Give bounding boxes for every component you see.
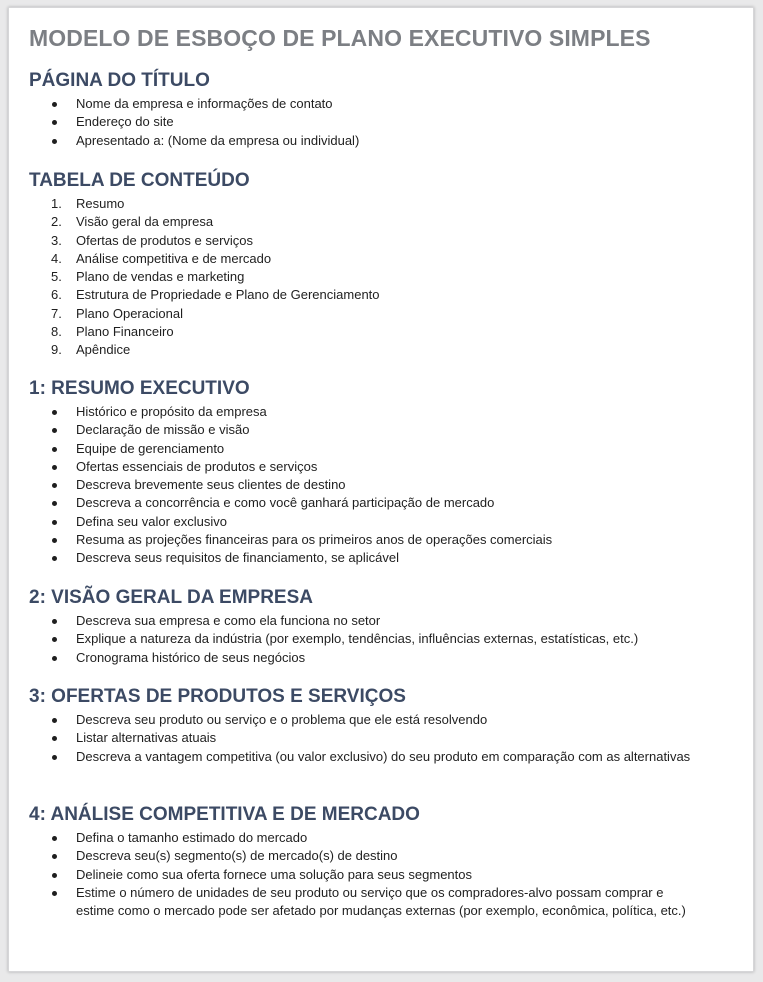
bullet-icon	[52, 656, 57, 661]
list-item: Ofertas essenciais de produtos e serviços	[29, 458, 729, 476]
list-number: 5.	[51, 269, 62, 285]
list-item: Endereço do site	[29, 113, 729, 131]
list-item: 5. Plano de vendas e marketing	[29, 268, 729, 286]
bullet-list	[29, 711, 729, 766]
list-item: 8. Plano Financeiro	[29, 323, 729, 341]
document-title: MODELO DE ESBOÇO DE PLANO EXECUTIVO SIMPLES	[29, 25, 651, 51]
bullet-icon	[52, 483, 57, 488]
section-heading: 1: RESUMO EXECUTIVO	[29, 378, 250, 399]
bullet-icon	[52, 410, 57, 415]
bullet-icon	[52, 836, 57, 841]
list-item: Declaração de missão e visão	[29, 421, 729, 439]
section-title-page	[29, 69, 729, 150]
list-number: 9.	[51, 342, 62, 358]
list-item: Defina seu valor exclusivo	[29, 513, 729, 531]
bullet-icon	[52, 873, 57, 878]
section-heading: 3: OFERTAS DE PRODUTOS E SERVIÇOS	[29, 686, 406, 707]
section-market-analysis	[29, 803, 729, 920]
list-item: Equipe de gerenciamento	[29, 440, 729, 458]
bullet-icon	[52, 120, 57, 125]
list-item: 6. Estrutura de Propriedade e Plano de Gerenciamento	[29, 286, 729, 304]
section-heading: 2: VISÃO GERAL DA EMPRESA	[29, 587, 313, 608]
document-page	[8, 7, 754, 972]
list-item: 9. Apêndice	[29, 341, 729, 359]
list-item: Descreva seus requisitos de financiamento, se aplicável	[29, 549, 729, 567]
list-item: Descreva seu produto ou serviço e o problema que ele está resolvendo	[29, 711, 729, 729]
list-item: 3. Ofertas de produtos e serviços	[29, 232, 729, 250]
list-item: Descreva brevemente seus clientes de destino	[29, 476, 729, 494]
bullet-icon	[52, 556, 57, 561]
list-item: Delineie como sua oferta fornece uma solução para seus segmentos	[29, 866, 729, 884]
list-item: 4. Análise competitiva e de mercado	[29, 250, 729, 268]
section-heading: 4: ANÁLISE COMPETITIVA E DE MERCADO	[29, 804, 420, 825]
bullet-icon	[52, 501, 57, 506]
list-number: 6.	[51, 287, 62, 303]
bullet-icon	[52, 619, 57, 624]
section-heading: TABELA DE CONTEÚDO	[29, 170, 250, 191]
bullet-icon	[52, 447, 57, 452]
bullet-list	[29, 95, 729, 150]
list-item: 1. Resumo	[29, 195, 729, 213]
list-number: 3.	[51, 232, 62, 248]
list-item: Defina o tamanho estimado do mercado	[29, 829, 729, 847]
section-executive-summary	[29, 377, 729, 568]
bullet-icon	[52, 736, 57, 741]
list-item: Explique a natureza da indústria (por exemplo, tendências, influências externas, estatísticas, etc.)	[29, 630, 729, 648]
list-item: 2. Visão geral da empresa	[29, 213, 729, 231]
list-number: 7.	[51, 305, 62, 321]
list-item: Descreva a concorrência e como você ganhará participação de mercado	[29, 494, 729, 512]
section-heading: PÁGINA DO TÍTULO	[29, 70, 210, 91]
bullet-icon	[52, 465, 57, 470]
list-item: Cronograma histórico de seus negócios	[29, 649, 729, 667]
list-number: 2.	[51, 214, 62, 230]
list-item: Nome da empresa e informações de contato	[29, 95, 729, 113]
list-item: Descreva a vantagem competitiva (ou valor exclusivo) do seu produto em comparação com as alternativas	[29, 748, 696, 766]
bullet-icon	[52, 718, 57, 723]
list-item: Apresentado a: (Nome da empresa ou individual)	[29, 132, 729, 150]
bullet-icon	[52, 854, 57, 859]
list-item: Descreva seu(s) segmento(s) de mercado(s) de destino	[29, 847, 729, 865]
bullet-icon	[52, 755, 57, 760]
section-product-offerings	[29, 685, 729, 766]
list-number: 8.	[51, 324, 62, 340]
section-company-overview	[29, 586, 729, 667]
list-number: 4.	[51, 250, 62, 266]
section-table-of-contents	[29, 169, 729, 360]
list-item: Histórico e propósito da empresa	[29, 403, 729, 421]
bullet-icon	[52, 891, 57, 896]
bullet-icon	[52, 139, 57, 144]
numbered-list	[29, 195, 729, 360]
list-number: 1.	[51, 196, 62, 211]
bullet-icon	[52, 520, 57, 525]
bullet-list	[29, 403, 729, 568]
list-item: Listar alternativas atuais	[29, 729, 729, 747]
bullet-list	[29, 612, 729, 667]
bullet-icon	[52, 428, 57, 433]
bullet-icon	[52, 538, 57, 543]
bullet-icon	[52, 102, 57, 107]
list-item: Descreva sua empresa e como ela funciona no setor	[29, 612, 729, 630]
bullet-list	[29, 829, 729, 920]
bullet-icon	[52, 637, 57, 642]
list-item: Resuma as projeções financeiras para os primeiros anos de operações comerciais	[29, 531, 729, 549]
list-item: 7. Plano Operacional	[29, 305, 729, 323]
list-item: Estime o número de unidades de seu produto ou serviço que os compradores-alvo possam comprar e estime como o mercado pode ser afetado por mudanças externas (por exemplo, econômica, política, etc.)	[29, 884, 696, 921]
